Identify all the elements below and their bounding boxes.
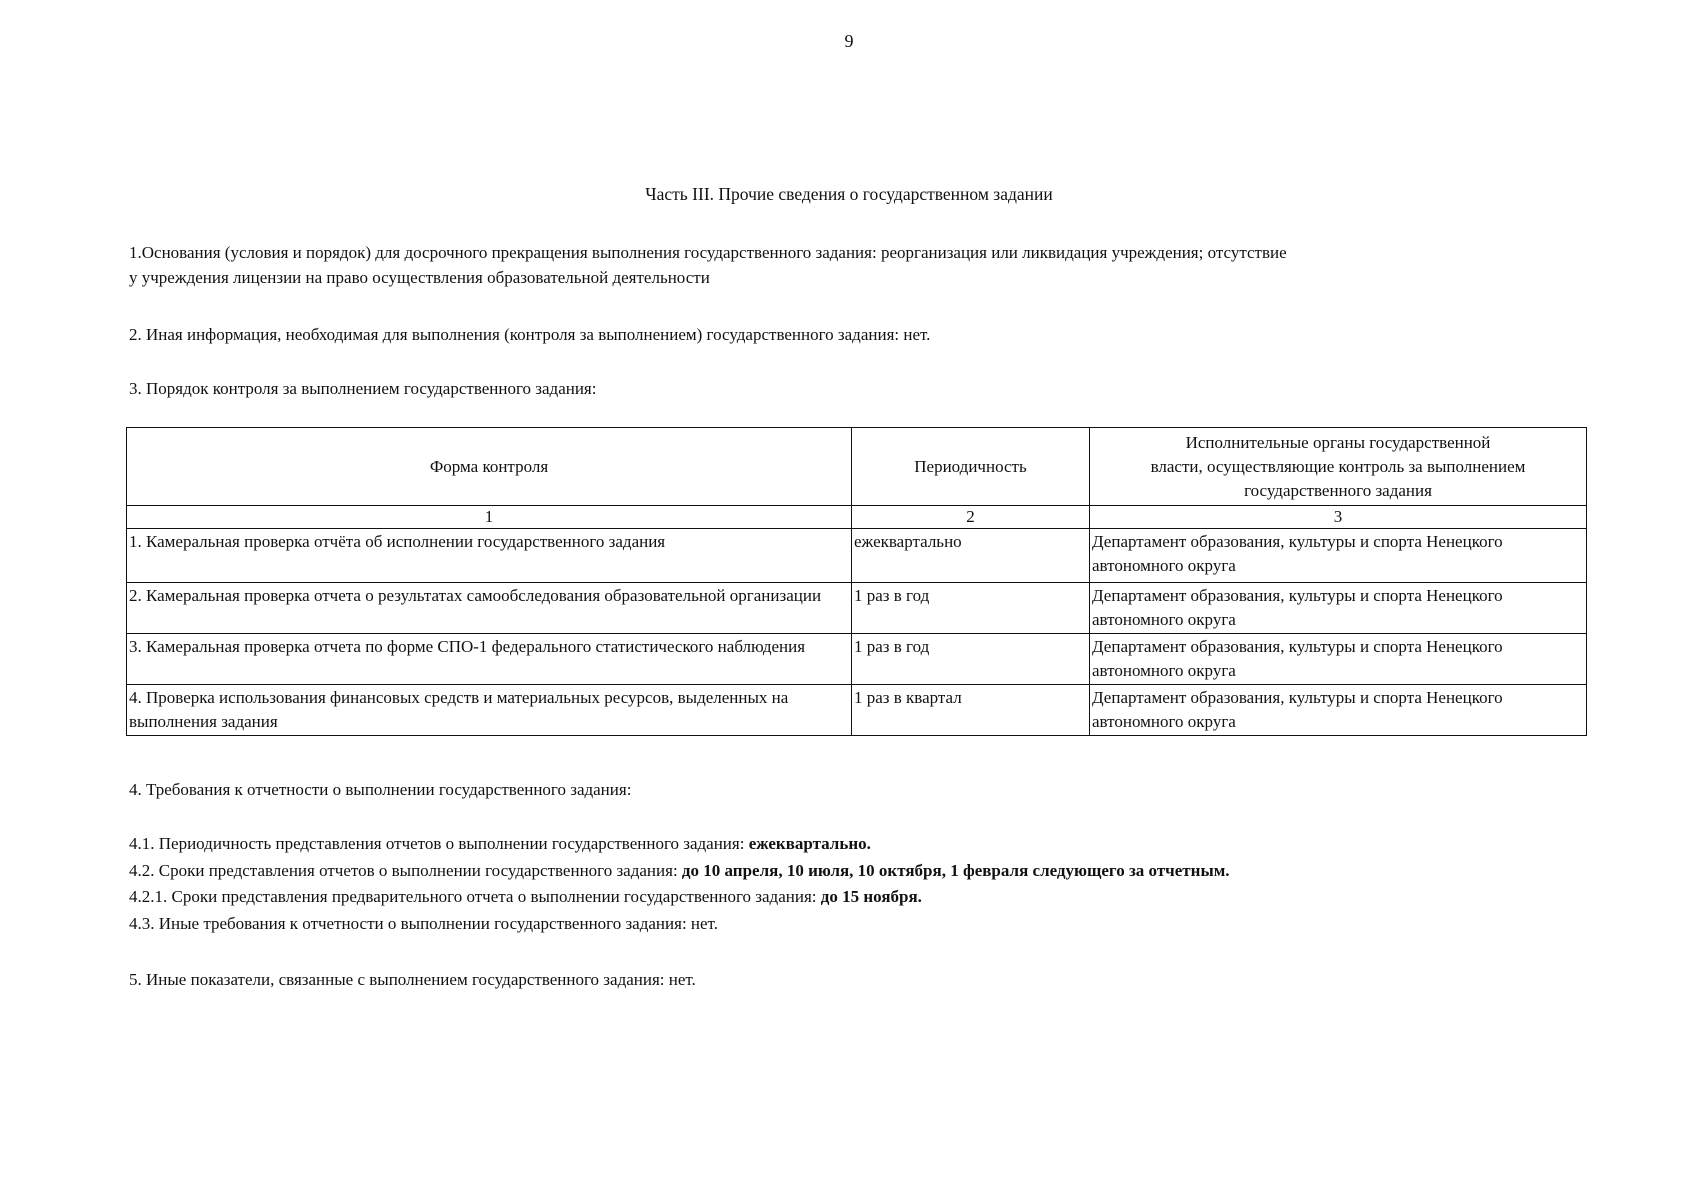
row-authority: Департамент образования, культуры и спорта Ненецкого автономного округа bbox=[1090, 529, 1587, 583]
section-4-3: 4.3. Иные требования к отчетности о выполнении государственного задания: нет. bbox=[129, 914, 718, 933]
part-title: Часть III. Прочие сведения о государственном задании bbox=[645, 184, 1053, 204]
row-form: 1. Камеральная проверка отчёта об исполнении государственного задания bbox=[127, 529, 852, 583]
header-authority-line-2: власти, осуществляющие контроль за выполнением bbox=[1150, 456, 1526, 476]
table-row bbox=[127, 583, 1587, 634]
table-row bbox=[127, 685, 1587, 736]
header-form: Форма контроля bbox=[127, 428, 852, 506]
section-1-line-2: у учреждения лицензии на право осуществления образовательной деятельности bbox=[129, 268, 710, 287]
section-4-2-value: до 10 апреля, 10 июля, 10 октября, 1 февраля следующего за отчетным. bbox=[681, 861, 1230, 880]
section-4-1-text: 4.1. Периодичность представления отчетов о выполнении государственного задания: bbox=[129, 834, 749, 853]
section-2: 2. Иная информация, необходимая для выполнения (контроля за выполнением) государственного задания: нет. bbox=[129, 325, 931, 344]
row-periodicity: 1 раз в год bbox=[852, 583, 1090, 634]
column-number-3: 3 bbox=[1090, 506, 1587, 529]
row-periodicity: 1 раз в квартал bbox=[852, 685, 1090, 736]
column-number-1: 1 bbox=[127, 506, 852, 529]
control-table bbox=[126, 427, 1587, 736]
row-form: 2. Камеральная проверка отчета о результатах самообследования образовательной организации bbox=[127, 583, 852, 634]
column-number-2: 2 bbox=[852, 506, 1090, 529]
row-periodicity: ежеквартально bbox=[852, 529, 1090, 583]
section-3: 3. Порядок контроля за выполнением государственного задания: bbox=[129, 379, 597, 398]
row-periodicity: 1 раз в год bbox=[852, 634, 1090, 685]
row-authority: Департамент образования, культуры и спорта Ненецкого автономного округа bbox=[1090, 634, 1587, 685]
header-authority-line-1: Исполнительные органы государственной bbox=[1185, 432, 1491, 452]
section-1-line-1: 1.Основания (условия и порядок) для досрочного прекращения выполнения государственного задания: реорганизация или ликвидация учреждения; отсутствие bbox=[129, 243, 1287, 262]
row-form: 3. Камеральная проверка отчета по форме СПО-1 федерального статистического наблюдения bbox=[127, 634, 852, 685]
section-4-2-1 bbox=[129, 884, 1579, 909]
section-4-1-value: ежеквартально. bbox=[748, 834, 871, 853]
header-authority bbox=[1090, 428, 1587, 506]
row-authority: Департамент образования, культуры и спорта Ненецкого автономного округа bbox=[1090, 583, 1587, 634]
table-row bbox=[127, 634, 1587, 685]
header-periodicity: Периодичность bbox=[852, 428, 1090, 506]
section-4-2-text: 4.2. Сроки представления отчетов о выполнении государственного задания: bbox=[129, 861, 682, 880]
page-number: 9 bbox=[844, 31, 854, 51]
section-4-1 bbox=[129, 831, 1579, 856]
section-5: 5. Иные показатели, связанные с выполнением государственного задания: нет. bbox=[129, 970, 696, 989]
table-row bbox=[127, 529, 1587, 583]
section-4-2-1-text: 4.2.1. Сроки представления предварительного отчета о выполнении государственного задания: bbox=[129, 887, 821, 906]
section-1 bbox=[129, 240, 1579, 290]
section-4-2 bbox=[129, 858, 1579, 883]
section-4-2-1-value: до 15 ноября. bbox=[820, 887, 922, 906]
row-authority: Департамент образования, культуры и спорта Ненецкого автономного округа bbox=[1090, 685, 1587, 736]
table-column-numbers-row bbox=[127, 506, 1587, 529]
table-header-row bbox=[127, 428, 1587, 506]
row-form: 4. Проверка использования финансовых средств и материальных ресурсов, выделенных на выполнения задания bbox=[127, 685, 852, 736]
section-4: 4. Требования к отчетности о выполнении государственного задания: bbox=[129, 780, 632, 799]
header-authority-line-3: государственного задания bbox=[1244, 480, 1432, 500]
